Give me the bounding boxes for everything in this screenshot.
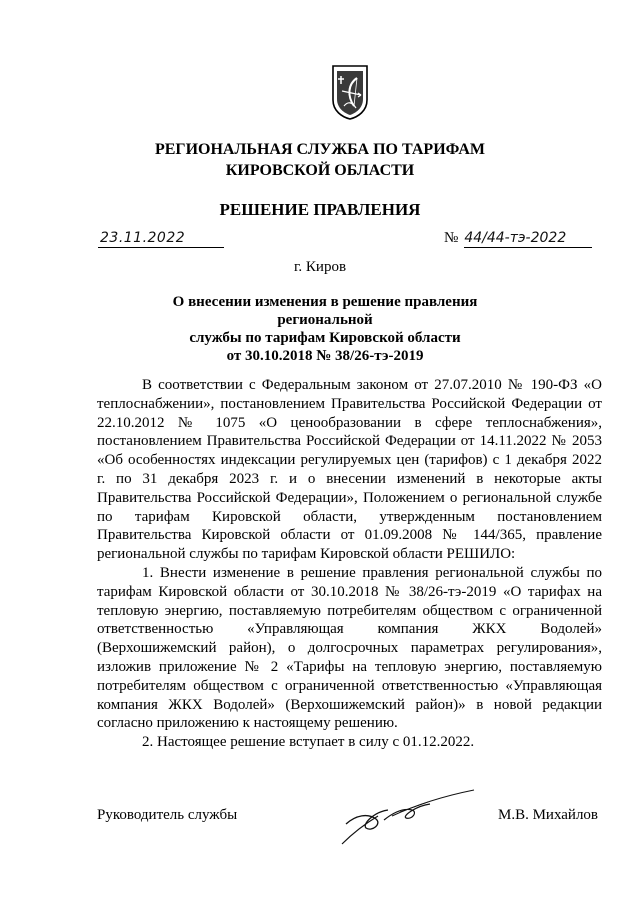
preamble-paragraph: В соответствии с Федеральным законом от 27.07.2010 № 190-ФЗ «О теплоснабжении», постановлением Правительства Российской Федерации от 22.10.2012 № 1075 «О ценообразовании в сфере теплоснабжения», постановлением Правительства Российской Федерации от 14.11.2022 № 2053 «Об особенностях индексации регулируемых цен (тарифов) с 1 декабря 2022 г. по 31 декабря 2023 г. и о внесении изменений в некоторые акты Правительства Российской Федерации», Положением о региональной службе по тарифам Кировской области, утвержденным постановлением Правительства Кировской области от 01.09.2008 № 144/365, правление региональной службы по тарифам Кировской области РЕШИЛО: — [97, 377, 602, 563]
subject-line-1: О внесении изменения в решение правления региональной — [172, 294, 478, 328]
item-2-paragraph: 2. Настоящее решение вступает в силу с 01.12.2022. — [142, 734, 475, 751]
document-type-title: РЕШЕНИЕ ПРАВЛЕНИЯ — [219, 200, 421, 219]
subject-line-2: службы по тарифам Кировской области — [189, 330, 461, 346]
handwritten-signature-icon — [332, 782, 482, 852]
number-sign: № — [444, 230, 459, 246]
item-1-paragraph: 1. Внести изменение в решение правления региональной службы по тарифам Кировской области от 30.10.2018 № 38/26-тэ-2019 «О тарифах на тепловую энергию, поставляемую потребителям обществом с ограниченной ответственностью «Управляющая компания ЖКХ Водолей» (Верхошижемский район), о долгосрочных параметрах регулирования», изложив приложение № 2 «Тарифы на тепловую энергию, поставляемую потребителям обществом с ограниченной ответственностью «Управляющая компания ЖКХ Водолей» (Верхошижемский район)» в новой редакции согласно приложению к настоящему решению. — [97, 564, 602, 732]
organization-name — [0, 139, 640, 181]
decision-number: 44/44-тэ-2022 — [464, 229, 592, 248]
org-line-2: КИРОВСКОЙ ОБЛАСТИ — [225, 162, 415, 179]
decision-body — [97, 376, 602, 752]
city-label: г. Киров — [293, 259, 347, 275]
subject-line-3: от 30.10.2018 № 38/26-тэ-2019 — [226, 348, 424, 364]
decision-number-field — [444, 229, 602, 248]
org-line-1: РЕГИОНАЛЬНАЯ СЛУЖБА ПО ТАРИФАМ — [154, 141, 486, 158]
decision-date: 23.11.2022 — [98, 229, 224, 248]
kirov-coat-of-arms-icon — [330, 64, 370, 120]
signatory-role: Руководитель службы — [97, 807, 238, 823]
subject-heading — [130, 293, 520, 365]
signatory-name: М.В. Михайлов — [498, 807, 599, 823]
